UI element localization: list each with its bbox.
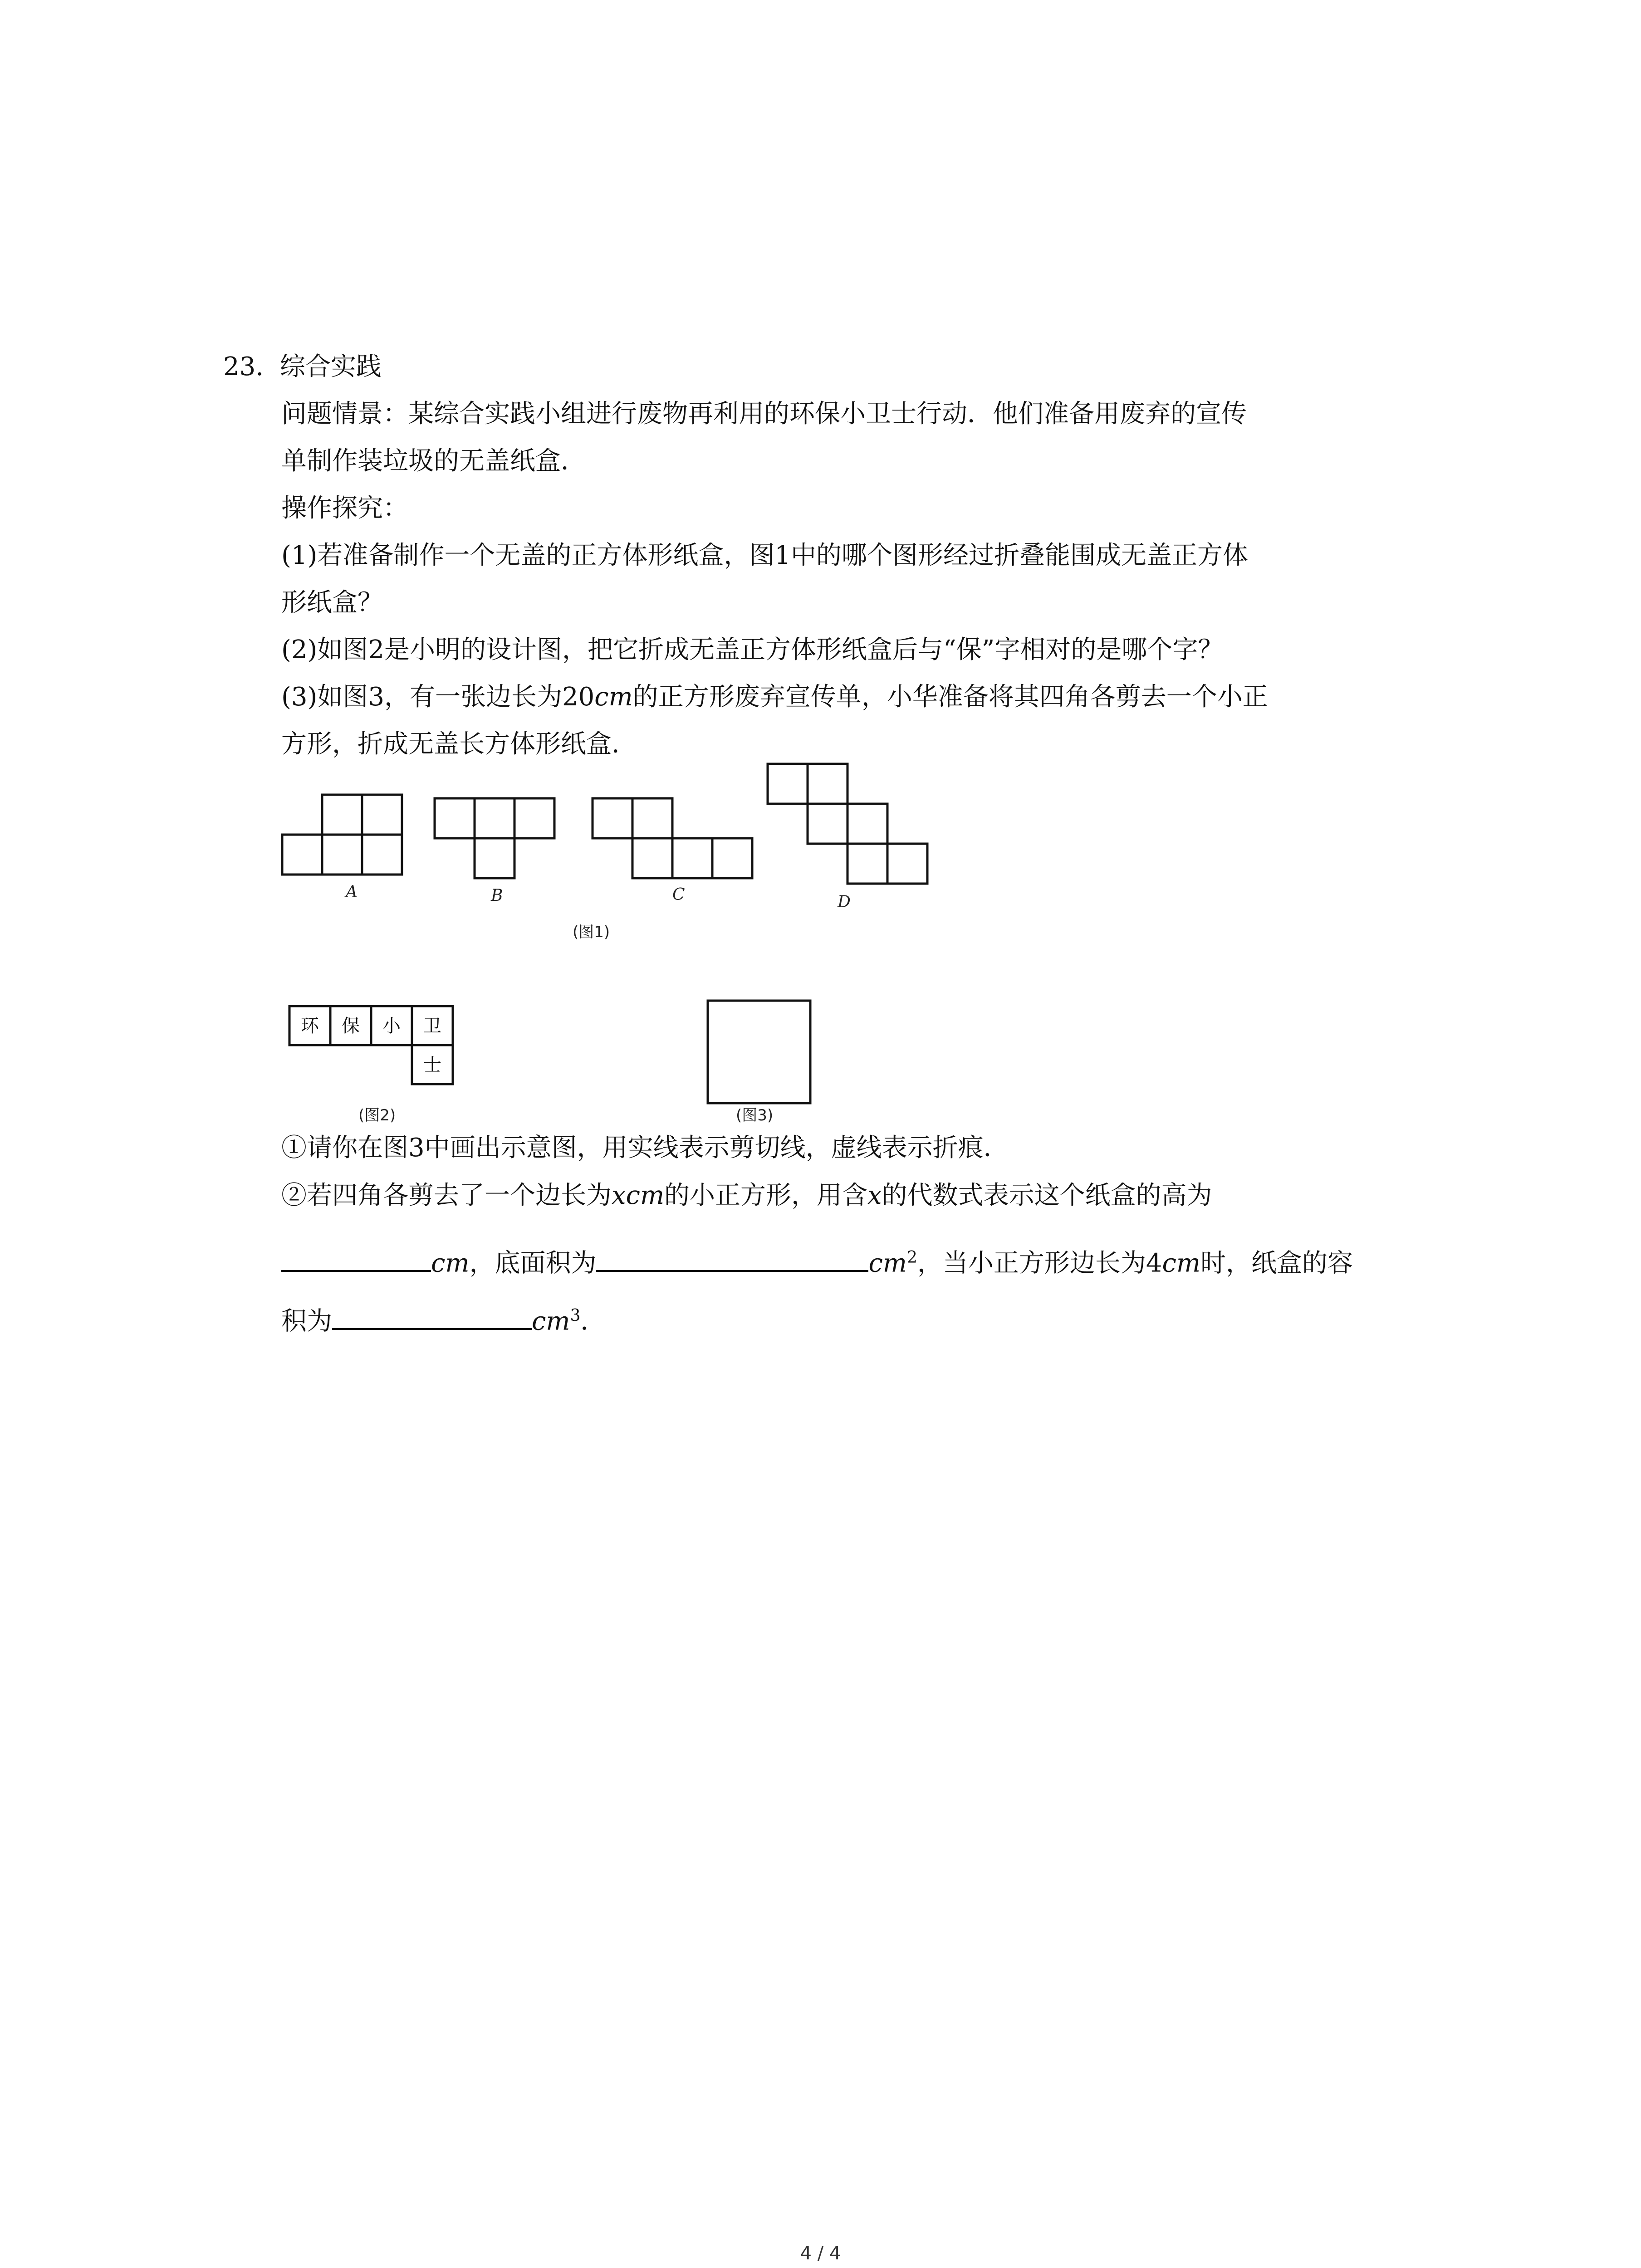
part1-line-1: (1)若准备制作一个无盖的正方体形纸盒，图1中的哪个图形经过折叠能围成无盖正方体	[281, 541, 1248, 570]
part3-line-2: 方形，折成无盖长方体形纸盒．	[281, 729, 637, 759]
figure1-label-d: D	[838, 893, 851, 911]
part3-text-b: 的正方形废弃宣传单，小华准备将其四角各剪去一个小正	[632, 682, 1268, 712]
operation-label: 操作探究：	[281, 494, 408, 523]
page-number: 4 / 4	[800, 2243, 841, 2264]
volume-unit-exponent: 3	[570, 1306, 581, 1325]
sub2-side-xcm: xcm	[612, 1181, 665, 1210]
sub2-text-c: 的代数式表示这个纸盒的高为	[882, 1181, 1212, 1210]
figure2-cell-shi: 士	[423, 1055, 441, 1075]
figure1-label-a: A	[346, 883, 358, 901]
figure2-cell-huan: 环	[301, 1016, 319, 1036]
figure2-cell-wei: 卫	[423, 1016, 441, 1036]
when-text: ，当小正方形边长为	[917, 1248, 1146, 1278]
figure1-option-d	[768, 764, 927, 911]
figure2-caption: (图2)	[358, 1106, 396, 1124]
height-unit: cm	[431, 1248, 470, 1278]
figure3-caption: (图3)	[736, 1106, 774, 1124]
figure1-option-a	[282, 795, 402, 901]
figure3-square	[708, 1001, 810, 1103]
sub2-text-a: ②若四角各剪去了一个边长为	[281, 1181, 612, 1210]
figure2-net	[289, 1006, 453, 1084]
volume-text-b: 积为	[281, 1306, 332, 1336]
figure1-label-b: B	[491, 886, 503, 905]
figure1-option-c	[593, 798, 752, 904]
base-area-text: ，底面积为	[469, 1248, 597, 1278]
figure1-caption: (图1)	[573, 923, 610, 941]
side-four: 4	[1146, 1248, 1162, 1278]
area-unit-exponent: 2	[906, 1248, 917, 1267]
part3-side-unit: cm	[594, 682, 633, 712]
part3-text-a: (3)如图3，有一张边长为	[281, 682, 562, 712]
sub1-line: ①请你在图3中画出示意图，用实线表示剪切线，虚线表示折痕．	[281, 1133, 1009, 1163]
sub2-text-b: 的小正方形，用含	[664, 1181, 868, 1210]
figure1-option-b	[435, 798, 554, 905]
figure2-cell-xiao: 小	[382, 1016, 401, 1036]
volume-end-period: ．	[580, 1306, 606, 1336]
part2-line: (2)如图2是小明的设计图，把它折成无盖正方体形纸盒后与“保”字相对的是哪个字？	[281, 635, 1224, 665]
volume-unit: cm	[532, 1306, 570, 1336]
figure2-cell-bao: 保	[342, 1016, 360, 1036]
context-line-1: 问题情景：某综合实践小组进行废物再利用的环保小卫士行动．他们准备用废弃的宣传	[281, 399, 1247, 429]
question-title: 综合实践	[279, 352, 382, 381]
part3-side-number: 20	[562, 682, 595, 712]
volume-text-a: 时，纸盒的容	[1200, 1248, 1353, 1278]
question-number: 23.	[223, 352, 264, 381]
side-unit: cm	[1162, 1248, 1200, 1278]
context-line-2: 单制作装垃圾的无盖纸盒．	[281, 446, 586, 476]
area-unit: cm	[868, 1248, 907, 1278]
sub2-variable-x: x	[867, 1181, 882, 1210]
part1-line-2: 形纸盒？	[281, 588, 383, 617]
figure1-label-c: C	[672, 885, 685, 904]
